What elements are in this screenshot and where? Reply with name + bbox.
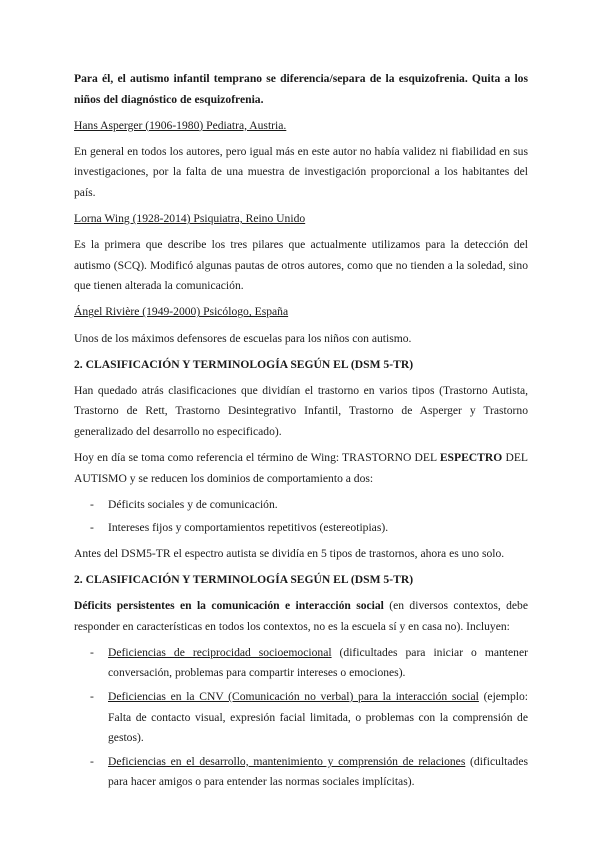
- asperger-heading: [74, 116, 528, 137]
- section-heading-classification-1: 2. CLASIFICACIÓN Y TERMINOLOGÍA SEGÚN EL (DSM 5-TR): [74, 357, 414, 371]
- list-item-text: Intereses fijos y comportamientos repetitivos (estereotipias).: [108, 521, 389, 535]
- deficits-lead-bold: Déficits persistentes en la comunicación e interacción social: [74, 599, 384, 613]
- list-item-underlined: Deficiencias de reciprocidad socioemocional: [108, 645, 332, 659]
- classification-paragraph-2: [74, 448, 528, 489]
- domains-list: [74, 495, 528, 539]
- dash-marker: -: [90, 645, 94, 659]
- list-item: [74, 643, 528, 684]
- wing-paragraph: Es la primera que describe los tres pilares que actualmente utilizamos para la detección del autismo (SCQ). Modificó algunas pautas de otros autores, como que no tienden a la soledad, sino que tienen alterada la comunicación.: [74, 238, 528, 293]
- asperger-paragraph: En general en todos los autores, pero igual más en este autor no había validez ni fiabilidad en sus investigaciones, por la falta de una muestra de investigación proporcional a los habitantes del país.: [74, 144, 528, 199]
- wing-heading-text: Lorna Wing (1928-2014) Psiquiatra, Reino Unido: [74, 212, 306, 226]
- list-item-underlined: Deficiencias en la CNV (Comunicación no verbal) para la interacción social: [108, 689, 479, 703]
- list-item-text: (ejemplo: Falta de contacto visual, expresión facial limitada, o problemas con la comprensión de gestos).: [108, 689, 528, 745]
- dash-marker: -: [90, 754, 94, 768]
- para2-start: Hoy en día se toma como referencia el término de Wing: TRASTORNO DEL: [74, 451, 440, 464]
- section-heading-classification-2: 2. CLASIFICACIÓN Y TERMINOLOGÍA SEGÚN EL (DSM 5-TR): [74, 572, 414, 586]
- wing-heading: [74, 209, 528, 230]
- intro-paragraph: Para él, el autismo infantil temprano se diferencia/separa de la esquizofrenia. Quita a los niños del diagnóstico de esquizofrenia.: [74, 72, 528, 106]
- list-item: [74, 752, 528, 793]
- classification-paragraph-1: Han quedado atrás clasificaciones que dividían el trastorno en varios tipos (Trastorno Autista, Trastorno de Rett, Trastorno Desintegrativo Infantil, Trastorno de Asperger y Trastorno generalizado del desarrollo no especificado).: [74, 383, 528, 438]
- riviere-paragraph: Unos de los máximos defensores de escuelas para los niños con autismo.: [74, 331, 412, 345]
- para2-end: DEL AUTISMO y se reducen los dominios de comportamiento a dos:: [74, 451, 528, 485]
- list-item: [74, 495, 528, 516]
- list-item: [74, 518, 528, 539]
- dash-marker: -: [90, 689, 94, 703]
- deficits-paragraph: [74, 596, 528, 637]
- riviere-heading: [74, 302, 528, 323]
- asperger-heading-text: Hans Asperger (1906-1980) Pediatra, Austria.: [74, 118, 287, 132]
- riviere-heading-text: Ángel Rivière (1949-2000) Psicólogo, España: [74, 305, 289, 319]
- dash-marker: -: [90, 497, 94, 511]
- list-item-text: (dificultades para hacer amigos o para entender las normas sociales implícitas).: [108, 754, 528, 789]
- deficits-lead-rest: (en diversos contextos, debe responder en características en todos los contextos, no es la escuela sí y en casa no). Incluyen:: [74, 599, 528, 633]
- deficits-list: [74, 643, 528, 793]
- list-item-underlined: Deficiencias en el desarrollo, mantenimiento y comprensión de relaciones: [108, 754, 466, 768]
- document-page: [74, 69, 528, 798]
- list-item-text: (dificultades para iniciar o mantener conversación, problemas para compartir intereses o emociones).: [108, 645, 528, 680]
- para2-bold: ESPECTRO: [439, 451, 503, 464]
- list-item: [74, 687, 528, 749]
- classification-paragraph-3: Antes del DSM5-TR el espectro autista se dividía en 5 tipos de trastornos, ahora es uno solo.: [74, 546, 505, 560]
- dash-marker: -: [90, 521, 94, 535]
- list-item-text: Déficits sociales y de comunicación.: [108, 497, 278, 511]
